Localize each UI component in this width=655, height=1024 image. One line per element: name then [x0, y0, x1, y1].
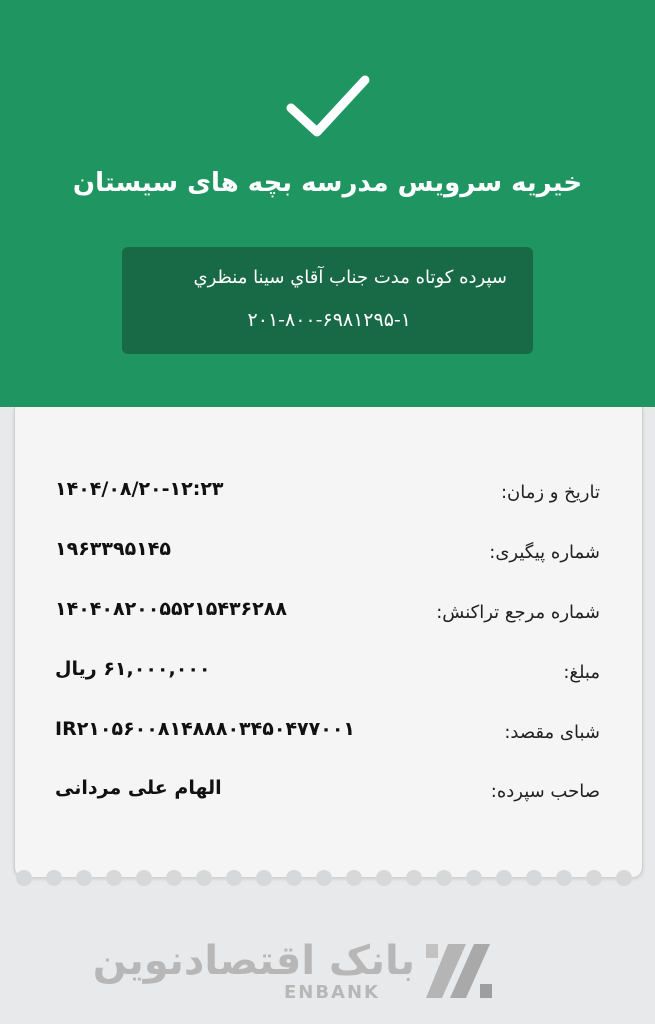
deposit-number: ۲۰۱-۸۰۰-۶۹۸۱۲۹۵-۱: [247, 309, 411, 331]
row-tracking-number: [15, 538, 642, 570]
amount-value: ۶۱,۰۰۰,۰۰۰ ریال: [55, 658, 211, 680]
account-owner-value: الهام علی مردانی: [55, 777, 222, 799]
deposit-info-box: [122, 247, 533, 354]
reference-number-value: ۱۴۰۴۰۸۲۰۰۵۵۲۱۵۴۳۶۲۸۸: [55, 598, 287, 620]
bank-logo-en: ENBANK: [283, 982, 380, 1003]
destination-iban-label: شبای مقصد:: [504, 722, 600, 743]
enbank-logo-icon: [426, 940, 492, 1002]
destination-iban-value: IR۲۱۰۵۶۰۰۸۱۴۸۸۸۰۳۴۵۰۴۷۷۰۰۱: [55, 718, 356, 740]
row-amount: [15, 658, 642, 690]
row-reference-number: [15, 598, 642, 630]
row-destination-iban: [15, 718, 642, 750]
receipt-torn-edge: [14, 869, 641, 887]
bank-logo-fa: بانک اقتصادنوین: [92, 938, 415, 984]
page-title: خیریه سرویس مدرسه بچه های سیستان: [72, 168, 583, 198]
deposit-name: سپرده کوتاه مدت جناب آقاي سینا منظري: [193, 267, 507, 288]
tracking-number-label: شماره پیگیری:: [489, 542, 600, 563]
bank-logo: [92, 938, 500, 1008]
date-time-label: تاریخ و زمان:: [500, 482, 600, 503]
checkmark-icon: [283, 72, 373, 142]
amount-label: مبلغ:: [563, 662, 600, 683]
row-date-time: [15, 478, 642, 510]
tracking-number-value: ۱۹۶۳۳۹۵۱۴۵: [55, 538, 171, 560]
reference-number-label: شماره مرجع تراکنش:: [436, 602, 600, 623]
success-header: [0, 0, 655, 407]
row-account-owner: [15, 777, 642, 809]
receipt-card: [14, 407, 643, 877]
date-time-value: ۱۴۰۴/۰۸/۲۰-۱۲:۲۳: [55, 478, 224, 500]
account-owner-label: صاحب سپرده:: [490, 781, 600, 802]
